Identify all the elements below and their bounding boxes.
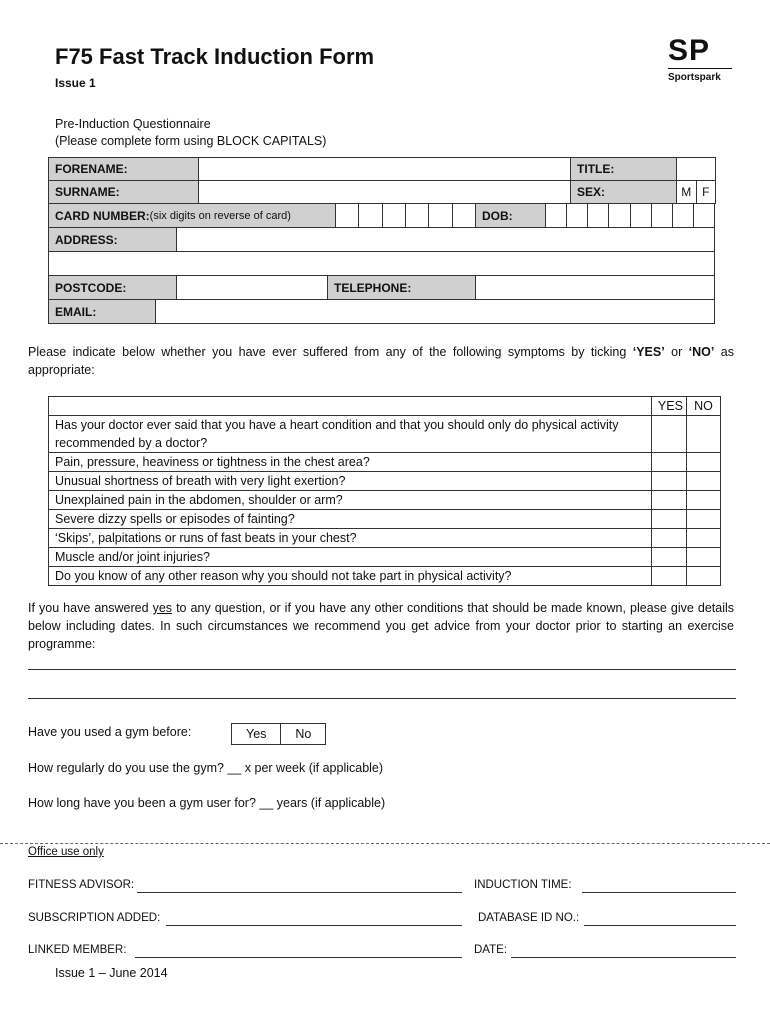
card-digit-box[interactable]	[335, 204, 358, 227]
card-digit-box[interactable]	[428, 204, 451, 227]
symptom-yes-box[interactable]	[651, 567, 686, 586]
induction-time-label: INDUCTION TIME:	[474, 879, 572, 891]
subscription-added-line[interactable]	[166, 925, 462, 926]
cut-line-divider	[0, 843, 770, 844]
dob-digit-box[interactable]	[672, 204, 693, 227]
email-field[interactable]	[156, 300, 714, 323]
postcode-telephone-row	[48, 276, 715, 300]
symptom-yes-box[interactable]	[651, 548, 686, 567]
instruction-or: or	[664, 345, 689, 359]
title-field[interactable]	[677, 158, 716, 181]
card-number-label-cell	[49, 204, 335, 227]
instruction-yes: ‘YES’	[632, 345, 665, 359]
symptoms-instruction	[28, 343, 734, 379]
details-paragraph	[28, 599, 734, 653]
card-digit-box[interactable]	[452, 204, 475, 227]
dob-digit-box[interactable]	[693, 204, 714, 227]
forename-label: FORENAME:	[49, 158, 199, 181]
subscription-added-label: SUBSCRIPTION ADDED:	[28, 912, 161, 924]
symptom-question: Severe dizzy spells or episodes of fainting?	[49, 510, 652, 529]
intro-line-1: Pre-Induction Questionnaire	[55, 117, 211, 131]
date-line[interactable]	[511, 957, 736, 958]
issue-label: Issue 1	[55, 76, 96, 90]
symptom-yes-box[interactable]	[651, 529, 686, 548]
details-yes: yes	[152, 601, 173, 615]
symptom-question: Has your doctor ever said that you have a heart condition and that you should only do physical activity recommended by a doctor?	[49, 416, 652, 453]
sex-m-option[interactable]: M	[681, 185, 692, 199]
surname-field[interactable]	[199, 181, 571, 204]
sportspark-logo	[668, 36, 734, 83]
symptom-question: Unusual shortness of breath with very light exertion?	[49, 472, 652, 491]
gym-yes-option[interactable]: Yes	[232, 724, 281, 745]
telephone-field[interactable]	[476, 276, 714, 299]
symptom-no-box[interactable]	[686, 529, 720, 548]
personal-details-form	[48, 157, 715, 324]
symptom-question: Unexplained pain in the abdomen, shoulder or arm?	[49, 491, 652, 510]
symptom-no-box[interactable]	[686, 491, 720, 510]
gym-used-label: Have you used a gym before:	[28, 725, 192, 739]
card-number-boxes[interactable]	[335, 204, 475, 227]
page-title: F75 Fast Track Induction Form	[55, 44, 375, 69]
symptoms-table	[48, 396, 721, 586]
address-field[interactable]	[177, 228, 714, 251]
details-pre: If you have answered	[28, 601, 153, 615]
email-label: EMAIL:	[49, 300, 156, 323]
dob-digit-box[interactable]	[608, 204, 629, 227]
forename-field[interactable]	[199, 158, 571, 181]
logo-brand: Sportspark	[668, 72, 721, 83]
card-digit-box[interactable]	[358, 204, 381, 227]
sex-options	[677, 181, 716, 204]
intro	[55, 116, 326, 150]
dob-digit-box[interactable]	[545, 204, 566, 227]
symptom-yes-box[interactable]	[651, 491, 686, 510]
gym-used-yes-no	[231, 723, 326, 745]
symptom-yes-box[interactable]	[651, 453, 686, 472]
details-line-1[interactable]	[28, 669, 736, 670]
details-post: to any question, or if you have any other conditions that should be made known, please give details below including dates. In such circumstances we recommend you get advice from your doctor prior to starting an exercise programme:	[28, 601, 734, 651]
dob-boxes[interactable]	[545, 204, 714, 227]
instruction-no: ‘NO’	[688, 345, 715, 359]
card-digit-box[interactable]	[382, 204, 405, 227]
personal-details-table	[48, 157, 716, 204]
card-dob-row	[48, 204, 715, 228]
symptom-question: ‘Skips’, palpitations or runs of fast beats in your chest?	[49, 529, 652, 548]
address-label: ADDRESS:	[49, 228, 177, 251]
yes-header: YES	[651, 397, 686, 416]
symptom-no-box[interactable]	[686, 510, 720, 529]
database-id-label: DATABASE ID NO.:	[478, 912, 580, 924]
details-line-2[interactable]	[28, 698, 736, 699]
intro-line-2: (Please complete form using BLOCK CAPITALS)	[55, 134, 327, 148]
induction-time-line[interactable]	[582, 892, 736, 893]
dob-digit-box[interactable]	[587, 204, 608, 227]
symptom-no-box[interactable]	[686, 453, 720, 472]
fitness-advisor-label: FITNESS ADVISOR:	[28, 879, 135, 891]
symptom-no-box[interactable]	[686, 567, 720, 586]
postcode-label: POSTCODE:	[49, 276, 177, 299]
date-label: DATE:	[474, 944, 508, 956]
sex-label: SEX:	[571, 181, 677, 204]
fitness-advisor-line[interactable]	[137, 892, 462, 893]
card-digit-box[interactable]	[405, 204, 428, 227]
dob-digit-box[interactable]	[566, 204, 587, 227]
gym-regularly-question: How regularly do you use the gym? __ x per week (if applicable)	[28, 761, 384, 775]
gym-no-option[interactable]: No	[281, 724, 326, 745]
sex-f-option[interactable]: F	[696, 181, 716, 203]
email-row	[48, 300, 715, 324]
linked-member-line[interactable]	[135, 957, 462, 958]
logo-mark: SP	[668, 34, 711, 67]
office-use-heading: Office use only	[28, 846, 104, 858]
symptom-yes-box[interactable]	[651, 472, 686, 491]
address-field-line-2[interactable]	[48, 252, 715, 276]
dob-digit-box[interactable]	[651, 204, 672, 227]
dob-label: DOB:	[475, 204, 545, 227]
no-header: NO	[686, 397, 720, 416]
symptom-question: Do you know of any other reason why you should not take part in physical activity?	[49, 567, 652, 586]
postcode-field[interactable]	[177, 276, 328, 299]
card-number-hint: (six digits on reverse of card)	[149, 209, 291, 222]
symptom-no-box[interactable]	[686, 472, 720, 491]
symptom-yes-box[interactable]	[651, 510, 686, 529]
gym-how-long-question: How long have you been a gym user for? __ years (if applicable)	[28, 796, 386, 810]
symptom-no-box[interactable]	[686, 548, 720, 567]
symptom-no-box[interactable]	[686, 416, 720, 453]
title-label: TITLE:	[571, 158, 677, 181]
telephone-label: TELEPHONE:	[328, 276, 476, 299]
linked-member-label: LINKED MEMBER:	[28, 944, 127, 956]
symptom-question: Pain, pressure, heaviness or tightness in the chest area?	[49, 453, 652, 472]
footer-issue-date: Issue 1 – June 2014	[55, 966, 168, 980]
symptoms-header-blank	[49, 397, 652, 416]
logo-rule	[668, 68, 732, 69]
symptom-yes-box[interactable]	[651, 416, 686, 453]
dob-digit-box[interactable]	[630, 204, 651, 227]
symptom-question: Muscle and/or joint injuries?	[49, 548, 652, 567]
address-row	[48, 228, 715, 252]
database-id-line[interactable]	[584, 925, 736, 926]
surname-label: SURNAME:	[49, 181, 199, 204]
instruction-text: Please indicate below whether you have ever suffered from any of the following symptoms by ticking	[28, 345, 633, 359]
card-number-label: CARD NUMBER:	[55, 208, 150, 223]
instruction-tail: as appropriate:	[28, 345, 734, 377]
